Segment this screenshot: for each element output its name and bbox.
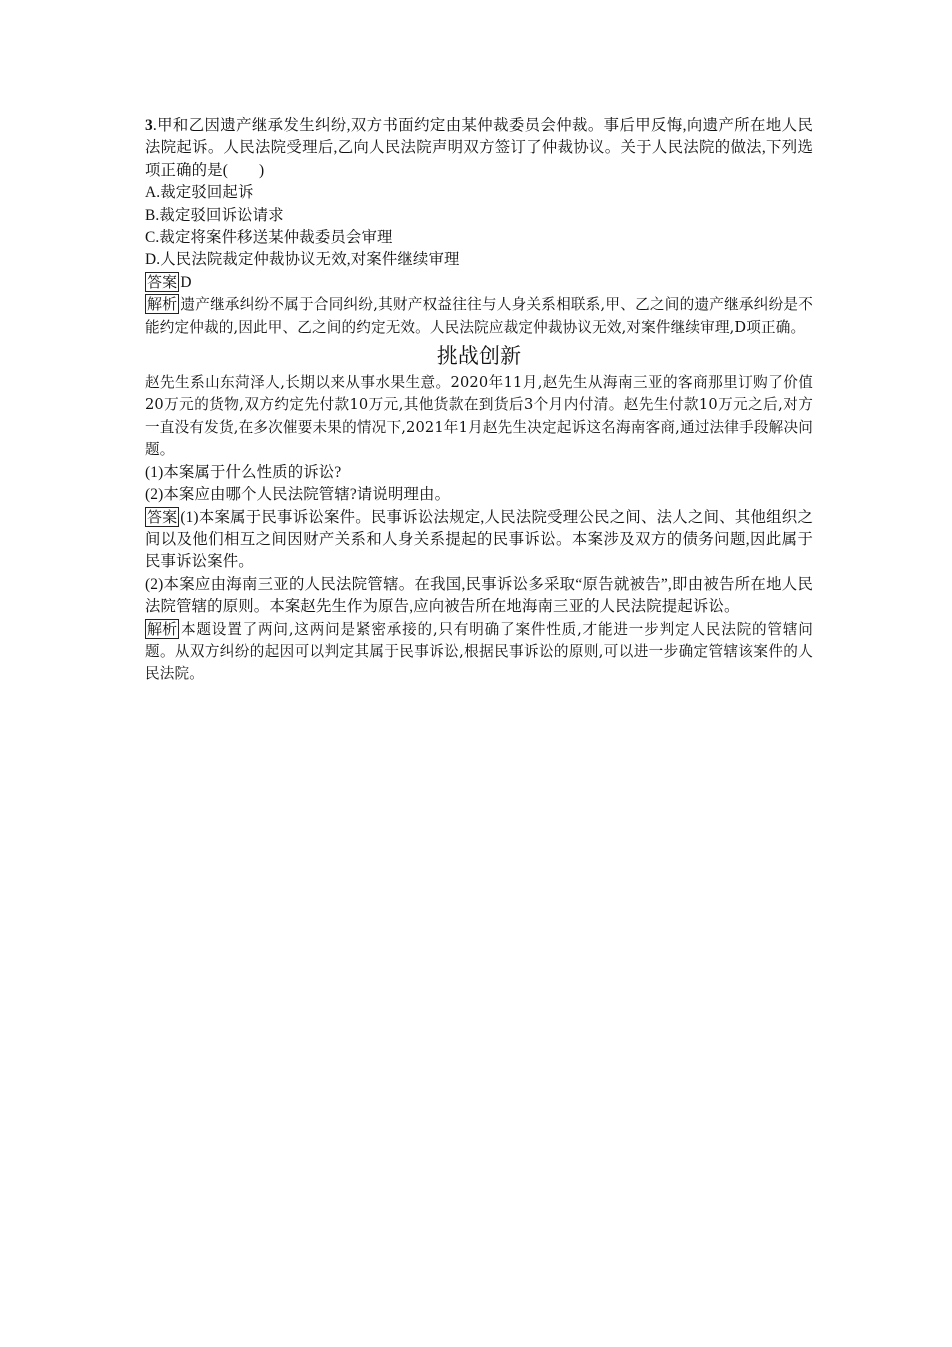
question-stem-text: .甲和乙因遗产继承发生纠纷,双方书面约定由某仲裁委员会仲裁。事后甲反悔,向遗产所在地人民法院起诉。人民法院受理后,乙向人民法院声明双方签订了仲裁协议。关于人民法院的做法,下列选项正确的是( ) bbox=[145, 117, 813, 179]
question-3-analysis bbox=[145, 294, 813, 339]
question-number: 3 bbox=[145, 117, 153, 134]
option-b: B.裁定驳回诉讼请求 bbox=[145, 206, 284, 224]
option-c: C.裁定将案件移送某仲裁委员会审理 bbox=[145, 229, 393, 247]
challenge-analysis bbox=[145, 619, 813, 686]
option-a: A.裁定驳回起诉 bbox=[145, 184, 254, 202]
challenge-answer-2: (2)本案应由海南三亚的人民法院管辖。在我国,民事诉讼多采取“原告就被告”,即由被告所在地人民法院管辖的原则。本案赵先生作为原告,应向被告所在地海南三亚的人民法院提起诉讼。 bbox=[145, 575, 813, 616]
analysis-text: 遗产继承纠纷不属于合同纠纷,其财产权益往往与人身关系相联系,甲、乙之间的遗产继承纠纷是不能约定仲裁的,因此甲、乙之间的约定无效。人民法院应裁定仲裁协议无效,对案件继续审理,D项正确。 bbox=[145, 296, 813, 336]
analysis-text: 本题设置了两问,这两问是紧密承接的,只有明确了案件性质,才能进一步判定人民法院的管辖问题。从双方纠纷的起因可以判定其属于民事诉讼,根据民事诉讼的原则,可以进一步确定管辖该案件的人民法院。 bbox=[145, 620, 813, 683]
challenge-answer-1 bbox=[145, 507, 813, 574]
challenge-question-2: (2)本案应由哪个人民法院管辖?请说明理由。 bbox=[145, 486, 451, 504]
analysis-label-badge: 解析 bbox=[147, 619, 178, 638]
analysis-label-badge: 解析 bbox=[147, 295, 178, 314]
answer-label-badge: 答案 bbox=[147, 272, 178, 291]
question-3-answer bbox=[145, 272, 813, 294]
option-d: D.人民法院裁定仲裁协议无效,对案件继续审理 bbox=[145, 251, 460, 269]
answer-text: D bbox=[180, 273, 192, 291]
answer-label-badge: 答案 bbox=[147, 507, 178, 526]
worksheet-page bbox=[145, 115, 813, 686]
answer-text: (1)本案属于民事诉讼案件。民事诉讼法规定,人民法院受理公民之间、法人之间、其他组织之间以及他们相互之间因财产关系和人身关系提起的民事诉讼。本案涉及双方的债务问题,因此属于民事诉讼案件。 bbox=[145, 508, 813, 571]
question-3-stem bbox=[145, 115, 813, 182]
challenge-question-1: (1)本案属于什么性质的诉讼? bbox=[145, 463, 342, 481]
challenge-material: 赵先生系山东菏泽人,长期以来从事水果生意。2020年11月,赵先生从海南三亚的客商那里订购了价值20万元的货物,双方约定先付款10万元,其他货款在到货后3个月内付清。赵先生付款10万元之后,对方一直没有发货,在多次催要未果的情况下,2021年1月赵先生决定起诉这名海南客商,通过法律手段解决问题。 bbox=[145, 374, 813, 459]
section-title: 挑战创新 bbox=[436, 344, 522, 369]
